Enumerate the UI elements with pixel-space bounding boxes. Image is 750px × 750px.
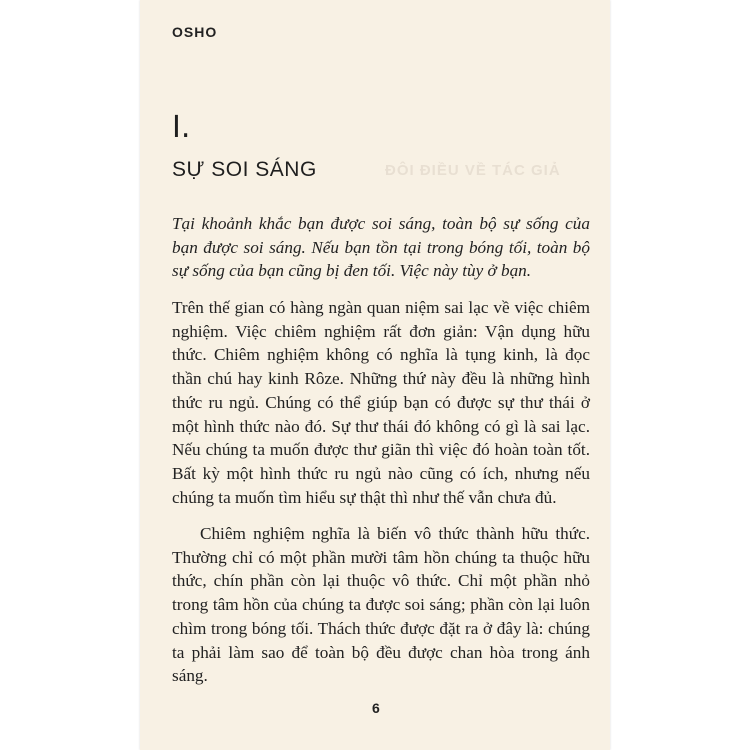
page-number: 6 <box>372 700 380 716</box>
body-paragraph-2: Chiêm nghiệm nghĩa là biến vô thức thành hữu thức. Thường chỉ có một phần mười tâm hồn chúng ta thuộc hữu thức, chín phần còn lại thuộc vô thức. Chỉ một phần nhỏ trong tâm hồn của chúng ta được soi sáng; phần còn lại luôn chìm trong bóng tối. Thách thức được đặt ra ở đây là: chúng ta phải làm sao để toàn bộ đều được chan hòa trong ánh sáng. <box>172 524 590 686</box>
running-head: OSHO <box>172 24 218 40</box>
body-paragraph-1: Trên thế gian có hàng ngàn quan niệm sai lạc về việc chiêm nghiệm. Việc chiêm nghiệm rất đơn giản: Vận dụng hữu thức. Chiêm nghiệm không có nghĩa là tụng kinh, là đọc thần chú hay kinh Rôze. Những thứ này đều là những hình thức ru ngủ. Chúng có thể giúp bạn có được sự thư thái ở một hình thức nào đó. Sự thư thái đó không có gì là sai lạc. Nếu chúng ta muốn được thư giãn thì việc đó hoàn toàn tốt. Bất kỳ một hình thức ru ngủ nào cũng có ích, nhưng nếu chúng ta muốn tìm hiểu sự thật thì như thế vẫn chưa đủ. <box>172 298 590 507</box>
show-through-text: ĐÔI ĐIỀU VỀ TÁC GIẢ <box>385 162 561 179</box>
chapter-title: SỰ SOI SÁNG <box>172 158 317 181</box>
chapter-number: I. <box>172 110 191 145</box>
epigraph: Tại khoảnh khắc bạn được soi sáng, toàn bộ sự sống của bạn được soi sáng. Nếu bạn tồn tại trong bóng tối, toàn bộ sự sống của bạn cũng bị đen tối. Việc này tùy ở bạn. <box>172 214 590 281</box>
